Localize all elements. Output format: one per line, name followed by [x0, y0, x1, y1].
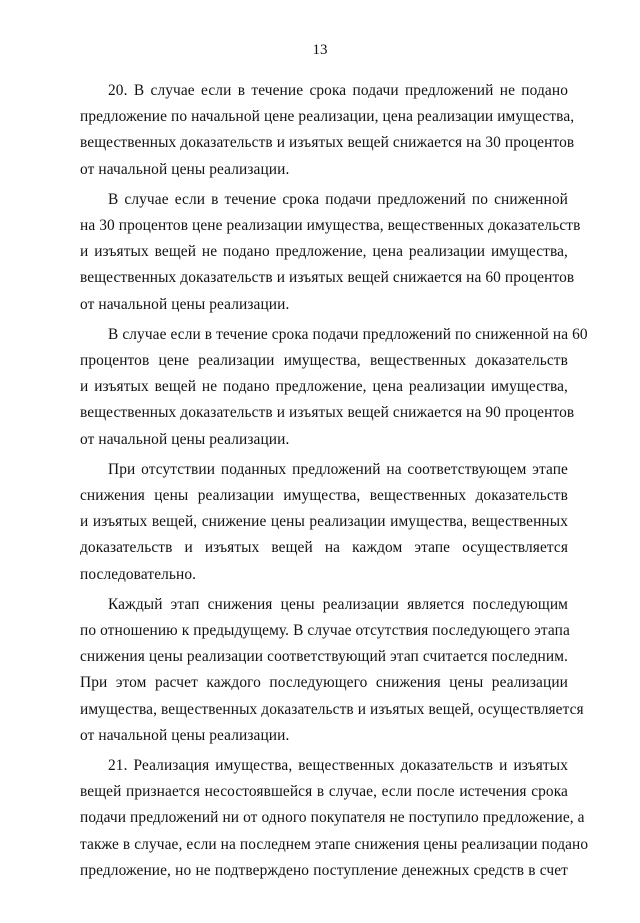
text-line: доказательств и изъятых вещей на каждом этапе осуществляется	[80, 539, 568, 557]
text-line: снижения цены реализации соответствующий этап считается последним.	[80, 648, 568, 666]
text-line: В случае если в течение срока подачи предложений по сниженной на 60	[108, 325, 588, 343]
text-line: 21. Реализация имущества, вещественных доказательств и изъятых	[108, 757, 568, 775]
text-line: процентов цене реализации имущества, вещественных доказательств	[80, 352, 568, 370]
paragraph	[80, 78, 575, 183]
paragraph	[80, 592, 584, 749]
paragraph	[80, 322, 588, 453]
text-line: имущества, вещественных доказательств и изъятых вещей, осуществляется	[80, 700, 584, 718]
text-line: При отсутствии поданных предложений на соответствующем этапе	[108, 460, 568, 478]
text-line: и изъятых вещей не подано предложение, цена реализации имущества,	[80, 378, 568, 396]
paragraph	[80, 753, 589, 884]
paragraph	[80, 457, 568, 588]
text-line: предложение по начальной цене реализации, цена реализации имущества,	[80, 108, 575, 126]
document-body	[80, 78, 589, 888]
text-line: В случае если в течение срока подачи предложений по сниженной	[108, 190, 568, 208]
text-line: от начальной цены реализации.	[80, 430, 290, 448]
text-line: последовательно.	[80, 565, 197, 583]
text-line: и изъятых вещей, снижение цены реализации имущества, вещественных	[80, 513, 568, 531]
text-line: При этом расчет каждого последующего снижения цены реализации	[80, 674, 568, 692]
text-line: подачи предложений ни от одного покупателя не поступило предложение, а	[80, 809, 585, 827]
text-line: от начальной цены реализации.	[80, 726, 290, 744]
text-line: 20. В случае если в течение срока подачи предложений не подано	[108, 82, 568, 99]
text-line: предложение, но не подтверждено поступление денежных средств в счет	[80, 861, 568, 879]
text-line: также в случае, если на последнем этапе снижения цены реализации подано	[80, 835, 589, 853]
text-line: вещественных доказательств и изъятых вещей снижается на 60 процентов	[80, 269, 575, 287]
text-line: на 30 процентов цене реализации имущества, вещественных доказательств	[80, 217, 581, 235]
page-number: 13	[312, 42, 328, 58]
text-line: Каждый этап снижения цены реализации является последующим	[108, 595, 568, 613]
text-line: вещественных доказательств и изъятых вещей снижается на 90 процентов	[80, 404, 575, 422]
text-line: и изъятых вещей не подано предложение, цена реализации имущества,	[80, 243, 568, 261]
text-line: от начальной цены реализации.	[80, 160, 290, 178]
paragraph	[80, 187, 581, 318]
text-line: снижения цены реализации имущества, вещественных доказательств	[80, 487, 568, 505]
text-line: вещей признается несостоявшейся в случае, если после истечения срока	[80, 783, 568, 801]
text-line: по отношению к предыдущему. В случае отсутствия последующего этапа	[80, 622, 570, 640]
text-line: от начальной цены реализации.	[80, 295, 290, 313]
text-line: вещественных доказательств и изъятых вещей снижается на 30 процентов	[80, 134, 575, 152]
